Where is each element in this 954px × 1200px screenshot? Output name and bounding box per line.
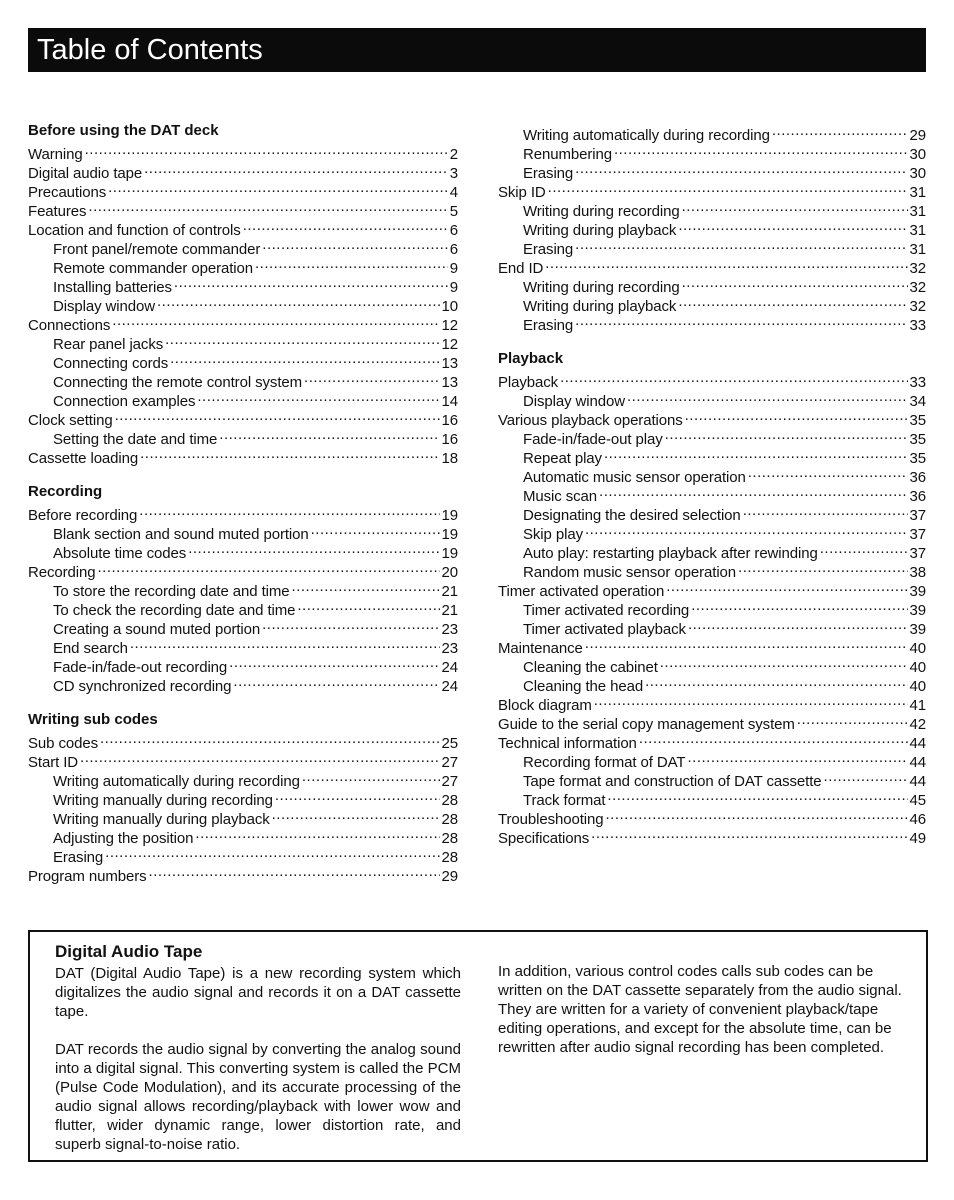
toc-subentry[interactable] [498,197,926,220]
dot-leader [627,387,908,406]
dot-leader [688,615,908,634]
dot-leader [666,577,907,596]
info-box-left-text [55,964,461,1173]
toc-page-number: 29 [909,127,926,144]
toc-entry-title: Writing automatically during recording [523,127,770,144]
info-box-right-text [498,962,918,1057]
toc-entry-title: Recording [28,564,96,581]
dot-leader [108,178,448,197]
dot-leader [645,672,907,691]
toc-entry-title: Erasing [523,165,574,182]
toc-entry-title: Sub codes [28,735,98,752]
toc-page-number: 28 [441,792,458,809]
toc-page-number: 37 [909,507,926,524]
toc-entry-title: Timer activated operation [498,583,665,600]
dot-leader [614,140,908,159]
page-title: Table of Contents [28,28,926,72]
toc-entry-title: Installing batteries [53,279,172,296]
toc-entry[interactable] [28,197,458,220]
info-paragraph: DAT records the audio signal by converting the analog sound into a digital signal. This converting system is called the PCM (Pulse Code Modulation), and its accurate processing of the audio signal allows recording/playback with lower wow and flutter, wider dynamic range, lower distortion rate, and superb signal-to-noise ratio. [55,1041,461,1153]
dot-leader [685,406,908,425]
toc-entry-title: Cleaning the head [523,678,644,695]
dot-leader [144,159,448,178]
toc-entry-title: To store the recording date and time [53,583,290,600]
dot-leader [174,273,448,292]
toc-entry-title: Automatic music sensor operation [523,469,746,486]
toc-entry-title: End search [53,640,128,657]
dot-leader [575,235,907,254]
toc-entry-title: Track format [523,792,606,809]
toc-entry[interactable] [28,729,458,752]
dot-leader [262,235,447,254]
toc-page-number: 10 [441,298,458,315]
toc-entry-title: Various playback operations [498,412,683,429]
dot-leader [165,330,439,349]
toc-page-number: 42 [909,716,926,733]
toc-page-number: 13 [441,355,458,372]
dot-leader [748,463,908,482]
toc-page-number: 24 [441,678,458,695]
toc-entry-title: Renumbering [523,146,612,163]
toc-entry-title: Location and function of controls [28,222,241,239]
dot-leader [188,539,439,558]
toc-entry-title: To check the recording date and time [53,602,296,619]
toc-page-number: 35 [909,450,926,467]
toc-entry-title: Front panel/remote commander [53,241,261,258]
dot-leader [738,558,907,577]
toc-entry-title: Guide to the serial copy management system [498,716,795,733]
toc-page-number: 40 [909,640,926,657]
dot-leader [219,425,439,444]
dot-leader [272,805,440,824]
toc-entry[interactable] [28,159,458,182]
toc-entry-title: Troubleshooting [498,811,604,828]
toc-page-number: 32 [909,279,926,296]
toc-section-heading: Before using the DAT deck [28,122,219,139]
dot-leader [229,653,439,672]
dot-leader [149,862,440,881]
toc-entry-title: Technical information [498,735,637,752]
toc-entry-title: Writing manually during playback [53,811,270,828]
dot-leader [80,748,439,767]
toc-page-number: 13 [441,374,458,391]
dot-leader [575,311,907,330]
dot-leader [195,824,439,843]
toc-page-number: 19 [441,507,458,524]
toc-page-number: 33 [909,374,926,391]
dot-leader [682,197,908,216]
toc-entry-title: Adjusting the position [53,830,194,847]
toc-entry-title: Remote commander operation [53,260,254,277]
toc-page-number: 23 [441,621,458,638]
toc-page-number: 44 [909,735,926,752]
dot-leader [639,729,908,748]
toc-page-number: 28 [441,830,458,847]
toc-entry-title: Tape format and construction of DAT cassette [523,773,822,790]
info-paragraph: In addition, various control codes calls sub codes can be written on the DAT cassette separately from the audio signal. They are written for a variety of convenient playback/tape editing operations, and except for the absolute time, can be rewritten after audio signal recording has been completed. [498,963,902,1056]
info-paragraph: DAT (Digital Audio Tape) is a new recording system which digitalizes the audio signal and records it on a DAT cassette tape. [55,965,461,1020]
dot-leader [599,482,907,501]
toc-entry-title: Rear panel jacks [53,336,164,353]
toc-page-number: 20 [441,564,458,581]
toc-entry-title: Clock setting [28,412,113,429]
dot-leader [743,501,908,520]
toc-section-heading: Playback [498,350,564,367]
toc-page-number: 21 [441,583,458,600]
dot-leader [292,577,440,596]
dot-leader [575,159,907,178]
toc-page-number: 16 [441,412,458,429]
toc-page-number: 9 [449,279,458,296]
dot-leader [197,387,439,406]
toc-page-number: 32 [909,298,926,315]
dot-leader [97,558,439,577]
toc-entry-title: Display window [53,298,155,315]
toc-page-number: 19 [441,526,458,543]
toc-entry-title: Erasing [53,849,104,866]
dot-leader [797,710,908,729]
toc-page-number: 2 [449,146,458,163]
toc-page-number: 18 [441,450,458,467]
toc-entry-title: Display window [523,393,625,410]
dot-leader [85,140,448,159]
toc-page-number: 31 [909,203,926,220]
toc-entry-title: Absolute time codes [53,545,187,562]
dot-leader [275,786,440,805]
toc-entry-title: Maintenance [498,640,583,657]
dot-leader [255,254,448,273]
dot-leader [302,767,440,786]
digital-audio-tape-box [28,930,928,1162]
toc-page-number: 36 [909,488,926,505]
toc-page-number: 39 [909,621,926,638]
toc-subentry[interactable] [498,121,926,144]
toc-entry-title: Program numbers [28,868,147,885]
toc-entry-title: Setting the date and time [53,431,218,448]
toc-entry-title: CD synchronized recording [53,678,232,695]
toc-page-number: 5 [449,203,458,220]
toc-page-number: 45 [909,792,926,809]
toc-entry-title: Cassette loading [28,450,139,467]
toc-page-number: 31 [909,241,926,258]
toc-right-column [498,121,926,847]
dot-leader [115,406,440,425]
toc-page-number: 46 [909,811,926,828]
dot-leader [545,254,907,273]
dot-leader [607,786,907,805]
toc-entry-title: Connection examples [53,393,196,410]
toc-entry-title: Skip play [523,526,583,543]
toc-subentry[interactable] [498,387,926,410]
dot-leader [665,425,908,444]
dot-leader [233,672,439,691]
toc-page-number: 25 [441,735,458,752]
dot-leader [660,653,908,672]
toc-page-number: 9 [449,260,458,277]
dot-leader [820,539,908,558]
toc-page-number: 28 [441,811,458,828]
toc-page-number: 27 [441,773,458,790]
toc-entry-title: Random music sensor operation [523,564,737,581]
toc-entry[interactable] [28,216,458,239]
dot-leader [105,843,439,862]
toc-page-number: 37 [909,526,926,543]
dot-leader [772,121,908,140]
toc-page-number: 36 [909,469,926,486]
toc-entry-title: Writing manually during recording [53,792,273,809]
dot-leader [100,729,440,748]
toc-entry-title: Designating the desired selection [523,507,741,524]
toc-entry-title: Fade-in/fade-out recording [53,659,228,676]
toc-entry-title: Features [28,203,87,220]
dot-leader [157,292,440,311]
toc-page-number: 12 [441,317,458,334]
toc-page-number: 49 [909,830,926,847]
toc-entry-title: Auto play: restarting playback after rewinding [523,545,818,562]
toc-page-number: 44 [909,773,926,790]
dot-leader [585,520,908,539]
dot-leader [139,501,439,520]
dot-leader [678,216,907,235]
toc-entry[interactable] [498,254,926,277]
toc-page-number: 35 [909,431,926,448]
toc-entry[interactable] [498,178,926,201]
toc-entry-title: Connections [28,317,111,334]
toc-entry-title: Specifications [498,830,590,847]
toc-entry[interactable] [28,501,458,524]
toc-left-column [28,121,458,885]
toc-entry-title: Warning [28,146,83,163]
toc-page-number: 31 [909,222,926,239]
toc-page-number: 16 [441,431,458,448]
toc-section-heading: Recording [28,483,103,500]
toc-entry-title: Digital audio tape [28,165,143,182]
toc-page-number: 19 [441,545,458,562]
toc-page-number: 23 [441,640,458,657]
toc-entry[interactable] [498,368,926,391]
toc-entry-title: Creating a sound muted portion [53,621,261,638]
toc-entry-title: Start ID [28,754,79,771]
toc-page-number: 35 [909,412,926,429]
dot-leader [585,634,908,653]
dot-leader [130,634,440,653]
toc-page-number: 24 [441,659,458,676]
toc-entry-title: Erasing [523,317,574,334]
dot-leader [112,311,439,330]
toc-entry[interactable] [28,140,458,163]
toc-page-number: 34 [909,393,926,410]
dot-leader [560,368,907,387]
toc-entry-title: Writing during playback [523,298,677,315]
toc-entry-title: Connecting the remote control system [53,374,303,391]
toc-entry-title: Repeat play [523,450,602,467]
toc-page-number: 28 [441,849,458,866]
toc-page-number: 3 [449,165,458,182]
toc-page-number: 30 [909,146,926,163]
toc-entry-title: Writing automatically during recording [53,773,300,790]
toc-entry-title: Block diagram [498,697,592,714]
toc-entry-title: Writing during playback [523,222,677,239]
toc-entry-title: Playback [498,374,559,391]
toc-entry-title: Connecting cords [53,355,169,372]
dot-leader [548,178,908,197]
dot-leader [88,197,447,216]
dot-leader [678,292,907,311]
toc-section-heading: Writing sub codes [28,711,158,728]
toc-entry[interactable] [28,748,458,771]
toc-page-number: 38 [909,564,926,581]
toc-entry-title: Timer activated recording [523,602,690,619]
dot-leader [606,805,908,824]
dot-leader [824,767,908,786]
toc-entry-title: Before recording [28,507,138,524]
dot-leader [243,216,448,235]
toc-page-number: 27 [441,754,458,771]
toc-entry-title: End ID [498,260,544,277]
toc-entry-title: Writing during recording [523,203,680,220]
toc-page-number: 33 [909,317,926,334]
toc-page-number: 4 [449,184,458,201]
toc-page-number: 40 [909,659,926,676]
toc-page-number: 40 [909,678,926,695]
dot-leader [311,520,440,539]
toc-entry-title: Writing during recording [523,279,680,296]
toc-page-number: 39 [909,602,926,619]
toc-page-number: 32 [909,260,926,277]
dot-leader [140,444,439,463]
dot-leader [687,748,907,767]
toc-page-number: 21 [441,602,458,619]
dot-leader [262,615,439,634]
dot-leader [604,444,908,463]
dot-leader [170,349,439,368]
toc-page-number: 12 [441,336,458,353]
toc-entry-title: Blank section and sound muted portion [53,526,309,543]
toc-page-number: 31 [909,184,926,201]
toc-entry-title: Erasing [523,241,574,258]
toc-page-number: 29 [441,868,458,885]
dot-leader [691,596,907,615]
toc-page-number: 30 [909,165,926,182]
toc-page-number: 41 [909,697,926,714]
toc-page-number: 39 [909,583,926,600]
toc-entry-title: Music scan [523,488,598,505]
info-box-title: Digital Audio Tape [55,942,203,961]
dot-leader [682,273,908,292]
toc-subentry[interactable] [498,273,926,296]
dot-leader [297,596,439,615]
toc-entry-title: Skip ID [498,184,546,201]
toc-page-number: 37 [909,545,926,562]
toc-subentry[interactable] [28,767,458,790]
toc-entry-title: Recording format of DAT [523,754,686,771]
toc-page-number: 6 [449,241,458,258]
dot-leader [591,824,907,843]
toc-page-number: 14 [441,393,458,410]
toc-page-number: 44 [909,754,926,771]
toc-entry-title: Fade-in/fade-out play [523,431,663,448]
toc-entry-title: Cleaning the cabinet [523,659,658,676]
toc-entry-title: Precautions [28,184,107,201]
toc-entry-title: Timer activated playback [523,621,686,638]
dot-leader [304,368,439,387]
dot-leader [594,691,908,710]
toc-page-number: 6 [449,222,458,239]
